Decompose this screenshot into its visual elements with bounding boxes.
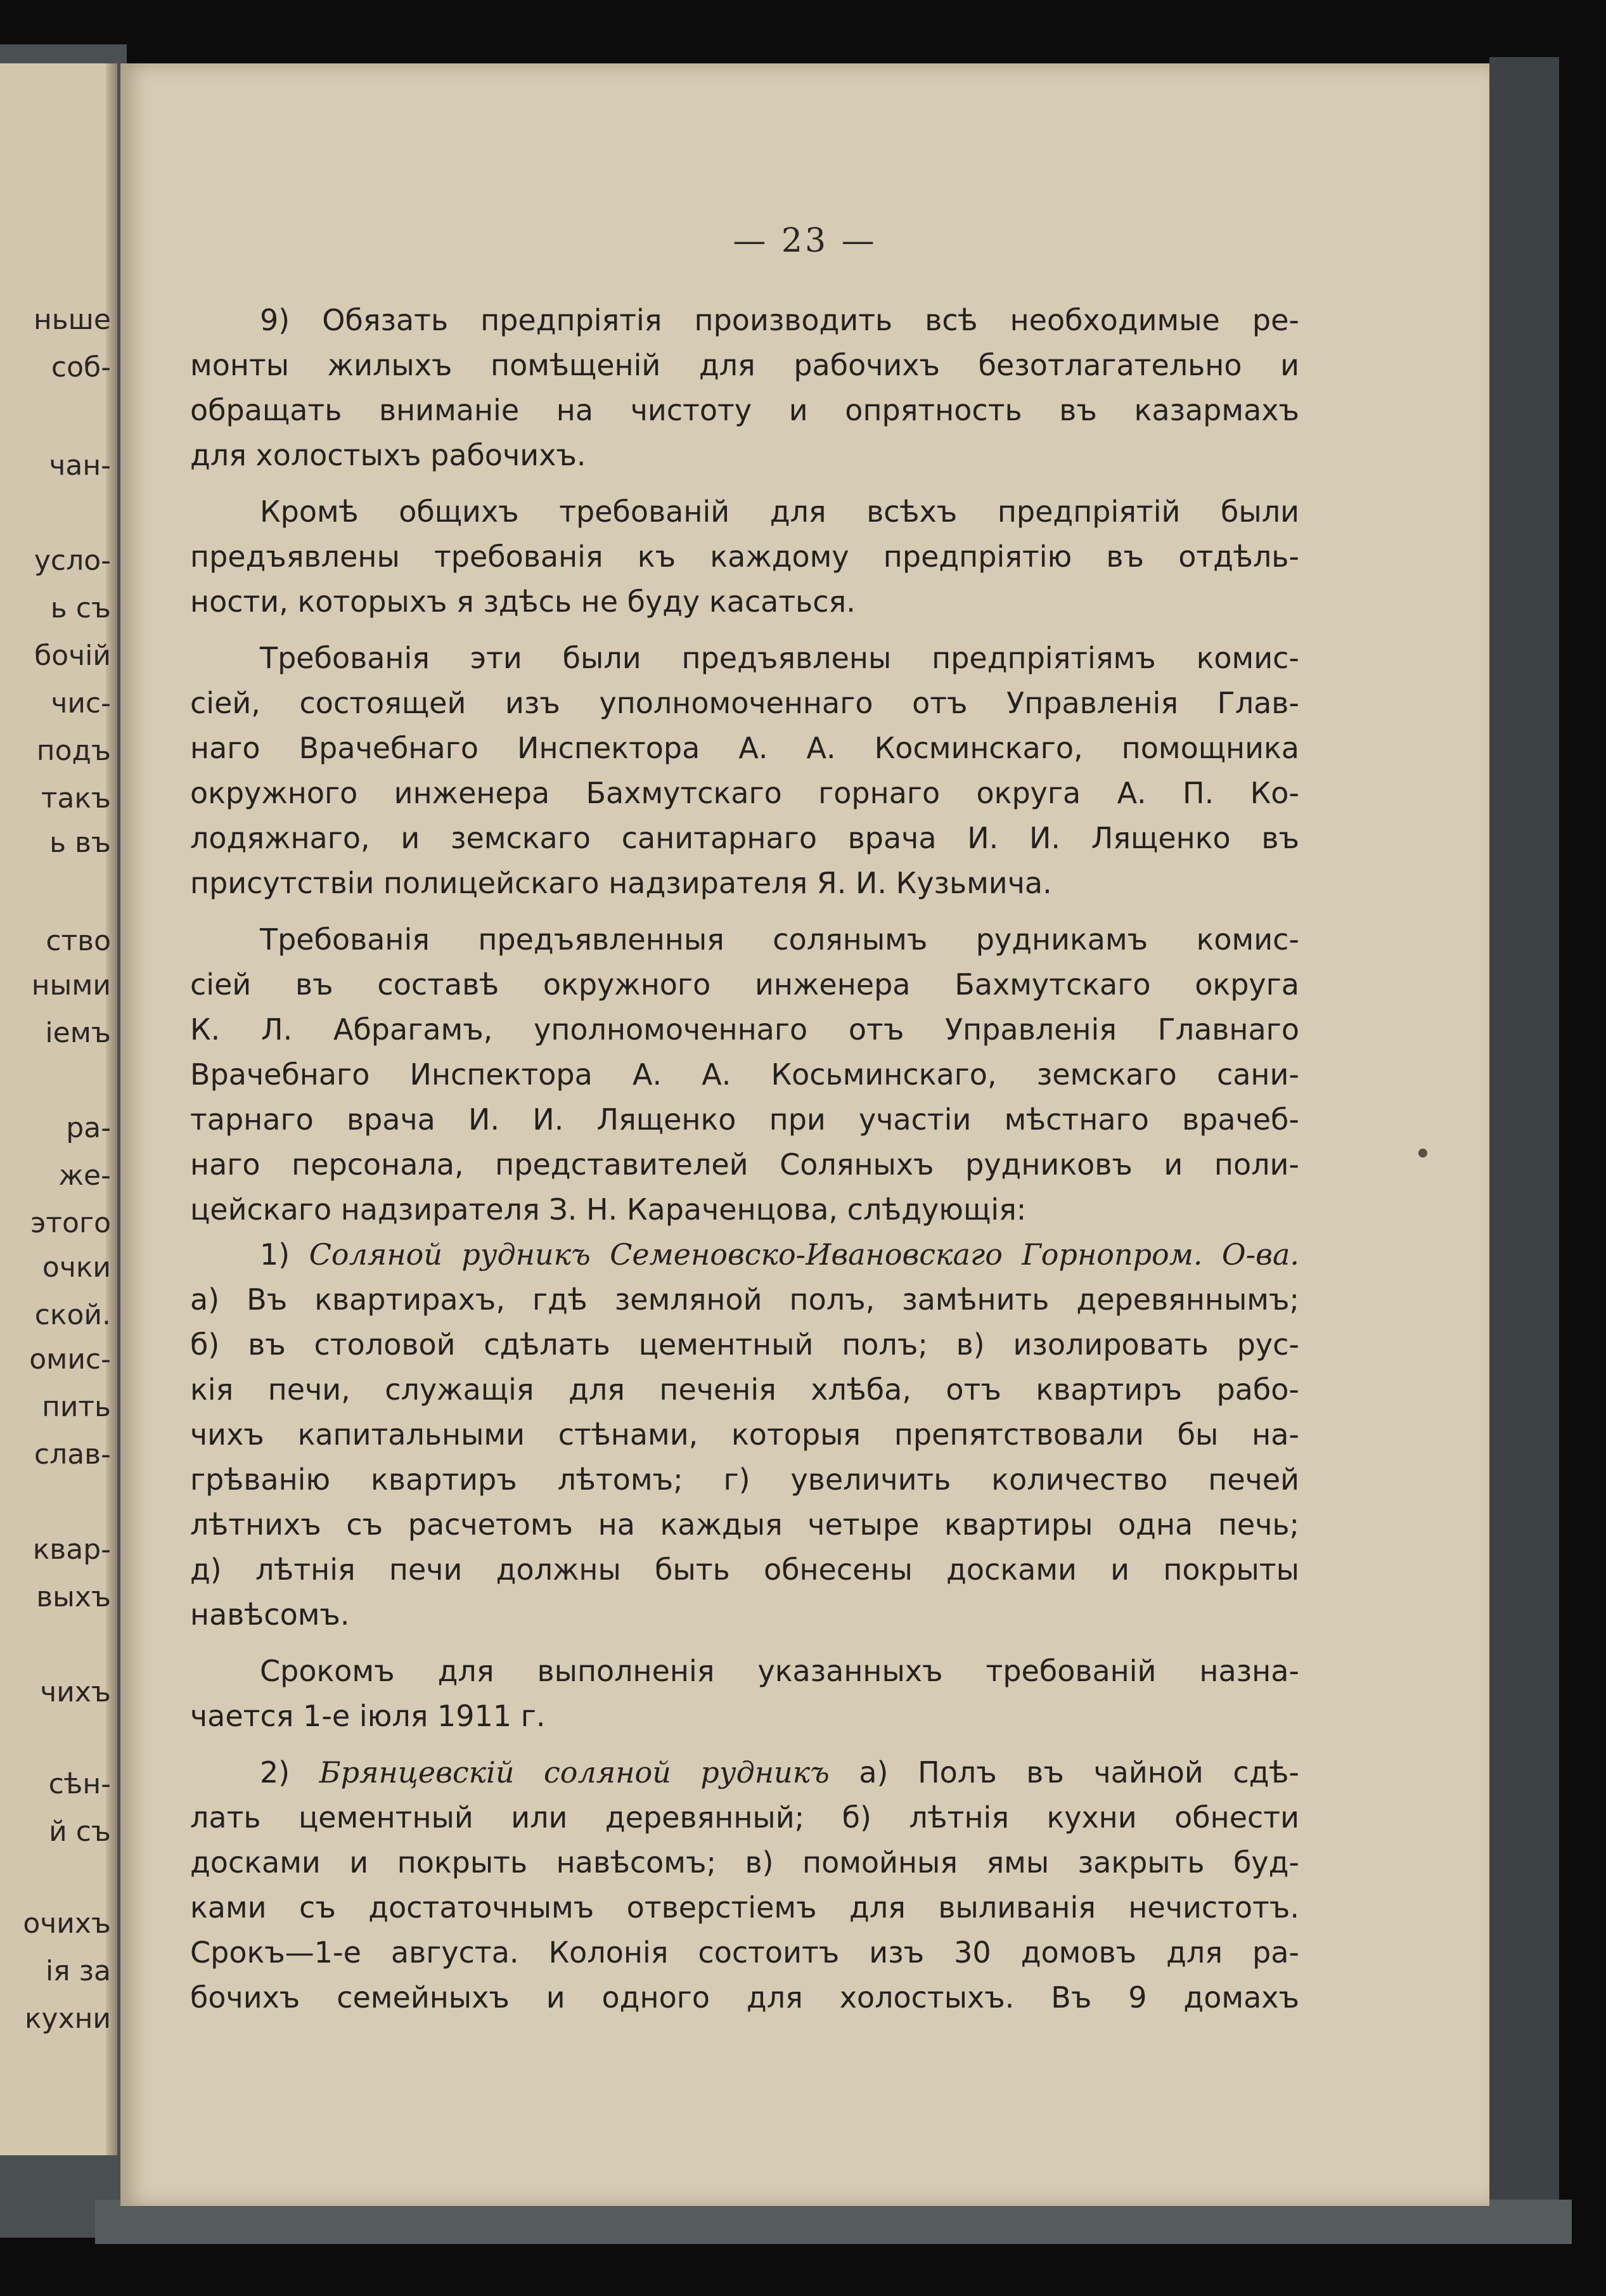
prev-page-line: кухни xyxy=(24,2003,111,2035)
item-number: 1) xyxy=(260,1237,290,1272)
text-line: Кромѣ общихъ требованій для всѣхъ предпріятій были xyxy=(260,494,1299,529)
item-number: 2) xyxy=(260,1755,290,1790)
prev-page-line: чис- xyxy=(51,688,111,719)
text-line: сіей въ составѣ окружного инженера Бахмутскаго округа xyxy=(190,967,1299,1002)
prev-page-line: очки xyxy=(42,1252,111,1284)
text-line: Срокъ—1-е августа. Колонія состоитъ изъ 30 домовъ для ра- xyxy=(190,1935,1299,1970)
prev-page-line: подъ xyxy=(36,735,111,767)
prev-page-line: слав- xyxy=(34,1439,111,1471)
text-line: обращать вниманіе на чистоту и опрятность въ казармахъ xyxy=(190,393,1299,427)
prev-page-line: й съ xyxy=(49,1816,111,1848)
prev-page-line: ство xyxy=(46,925,111,957)
text-line: К. Л. Абрагамъ, уполномоченнаго отъ Управленія Главнаго xyxy=(190,1012,1299,1047)
text-line xyxy=(190,1750,1299,1795)
text-line: б) въ столовой сдѣлать цементный полъ; в) изолировать рус- xyxy=(190,1327,1299,1362)
item-heading: Соляной рудникъ Семеновско-Ивановскаго Горнопром. О-ва. xyxy=(309,1237,1300,1272)
prev-page-line: ь съ xyxy=(50,593,111,624)
book-page xyxy=(120,63,1489,2206)
text-line: наго Врачебнаго Инспектора А. А. Косминскаго, помощника xyxy=(190,731,1299,765)
text-line: чихъ капитальными стѣнами, которыя препятствовали бы на- xyxy=(190,1417,1299,1452)
prev-page-line: ньше xyxy=(33,304,111,336)
text-line: навѣсомъ. xyxy=(190,1597,350,1632)
book-cover-bottom xyxy=(95,2200,1572,2244)
prev-page-line: такъ xyxy=(41,783,111,815)
prev-page-line: омис- xyxy=(29,1344,111,1376)
prev-page-line: пить xyxy=(42,1391,111,1423)
prev-page-line: усло- xyxy=(34,545,111,577)
text-line: а) Въ квартирахъ, гдѣ земляной полъ, замѣнить деревяннымъ; xyxy=(190,1282,1299,1317)
text-line: кія печи, служащія для печенія хлѣба, отъ квартиръ рабо- xyxy=(190,1372,1299,1407)
text-line: чается 1-е іюля 1911 г. xyxy=(190,1699,546,1733)
text-line xyxy=(190,1232,1299,1277)
prev-page-line: іемъ xyxy=(45,1017,111,1049)
item-heading: Брянцевскій соляной рудникъ xyxy=(319,1755,830,1790)
prev-page-line: ь въ xyxy=(49,827,111,859)
text-line: ками съ достаточнымъ отверстіемъ для выливанія нечистотъ. xyxy=(190,1890,1299,1925)
ink-spot xyxy=(1418,1149,1427,1158)
page-text xyxy=(190,298,1299,2020)
text-line: лать цементный или деревянный; б) лѣтнія кухни обнести xyxy=(190,1800,1299,1835)
prev-page-line: чихъ xyxy=(40,1677,111,1708)
text-line: Срокомъ для выполненія указанныхъ требованій назна- xyxy=(260,1654,1299,1688)
text-line: сіей, состоящей изъ уполномоченнаго отъ Управленія Глав- xyxy=(190,686,1299,720)
text-line: монты жилыхъ помѣщеній для рабочихъ безотлагательно и xyxy=(190,348,1299,382)
text-line: окружного инженера Бахмутскаго горнаго округа А. П. Ко- xyxy=(190,776,1299,810)
text-line: ности, которыхъ я здѣсь не буду касаться. xyxy=(190,584,856,619)
text-line: предъявлены требованія къ каждому предпріятію въ отдѣль- xyxy=(190,539,1299,574)
prev-page-line: соб- xyxy=(51,352,111,384)
text-line: Требованія предъявленныя солянымъ рудникамъ комис- xyxy=(260,922,1299,957)
prev-page-line: ра- xyxy=(66,1113,111,1144)
prev-page-line: квар- xyxy=(32,1534,111,1566)
text-line: грѣванію квартиръ лѣтомъ; г) увеличить количество печей xyxy=(190,1462,1299,1497)
prev-page-line: ской. xyxy=(34,1300,111,1331)
prev-page-line: ными xyxy=(31,970,111,1002)
prev-page-line: очихъ xyxy=(23,1908,111,1940)
text-line: д) лѣтнія печи должны быть обнесены досками и покрыты xyxy=(190,1552,1299,1587)
text-line: 9) Обязать предпріятія производить всѣ необходимые ре- xyxy=(260,303,1299,337)
prev-page-line: ія за xyxy=(45,1956,111,1987)
text-line: Требованія эти были предъявлены предпріятіямъ комис- xyxy=(260,641,1299,675)
previous-page-fragment xyxy=(0,63,117,2155)
text-line: Врачебнаго Инспектора А. А. Косьминскаго, земскаго сани- xyxy=(190,1057,1299,1092)
prev-page-line: чан- xyxy=(49,450,111,482)
text-line: лѣтнихъ съ расчетомъ на каждыя четыре квартиры одна печь; xyxy=(190,1507,1299,1542)
text-line: тарнаго врача И. И. Лященко при участіи мѣстнаго врачеб- xyxy=(190,1102,1299,1137)
prev-page-line: этого xyxy=(30,1208,111,1239)
page-number: — 23 — xyxy=(733,222,877,260)
text-line: цейскаго надзирателя З. Н. Караченцова, слѣдующія: xyxy=(190,1192,1027,1227)
prev-page-line: выхъ xyxy=(36,1582,111,1613)
prev-page-line: же- xyxy=(58,1160,111,1192)
text-line: бочихъ семейныхъ и одного для холостыхъ. Въ 9 домахъ xyxy=(190,1980,1299,2015)
book-cover-right xyxy=(1489,57,1559,2225)
text-line: досками и покрыть навѣсомъ; в) помойныя ямы закрыть буд- xyxy=(190,1845,1299,1880)
text-line: для холостыхъ рабочихъ. xyxy=(190,438,586,472)
text-line: наго персонала, представителей Соляныхъ рудниковъ и поли- xyxy=(190,1147,1299,1182)
prev-page-line: бочій xyxy=(34,640,111,672)
item-text: а) Полъ въ чайной сдѣ- xyxy=(859,1755,1300,1790)
text-line: лодяжнаго, и земскаго санитарнаго врача И. И. Лященко въ xyxy=(190,821,1299,855)
prev-page-line: сѣн- xyxy=(48,1769,111,1800)
text-line: присутствіи полицейскаго надзирателя Я. И. Кузьмича. xyxy=(190,866,1052,900)
